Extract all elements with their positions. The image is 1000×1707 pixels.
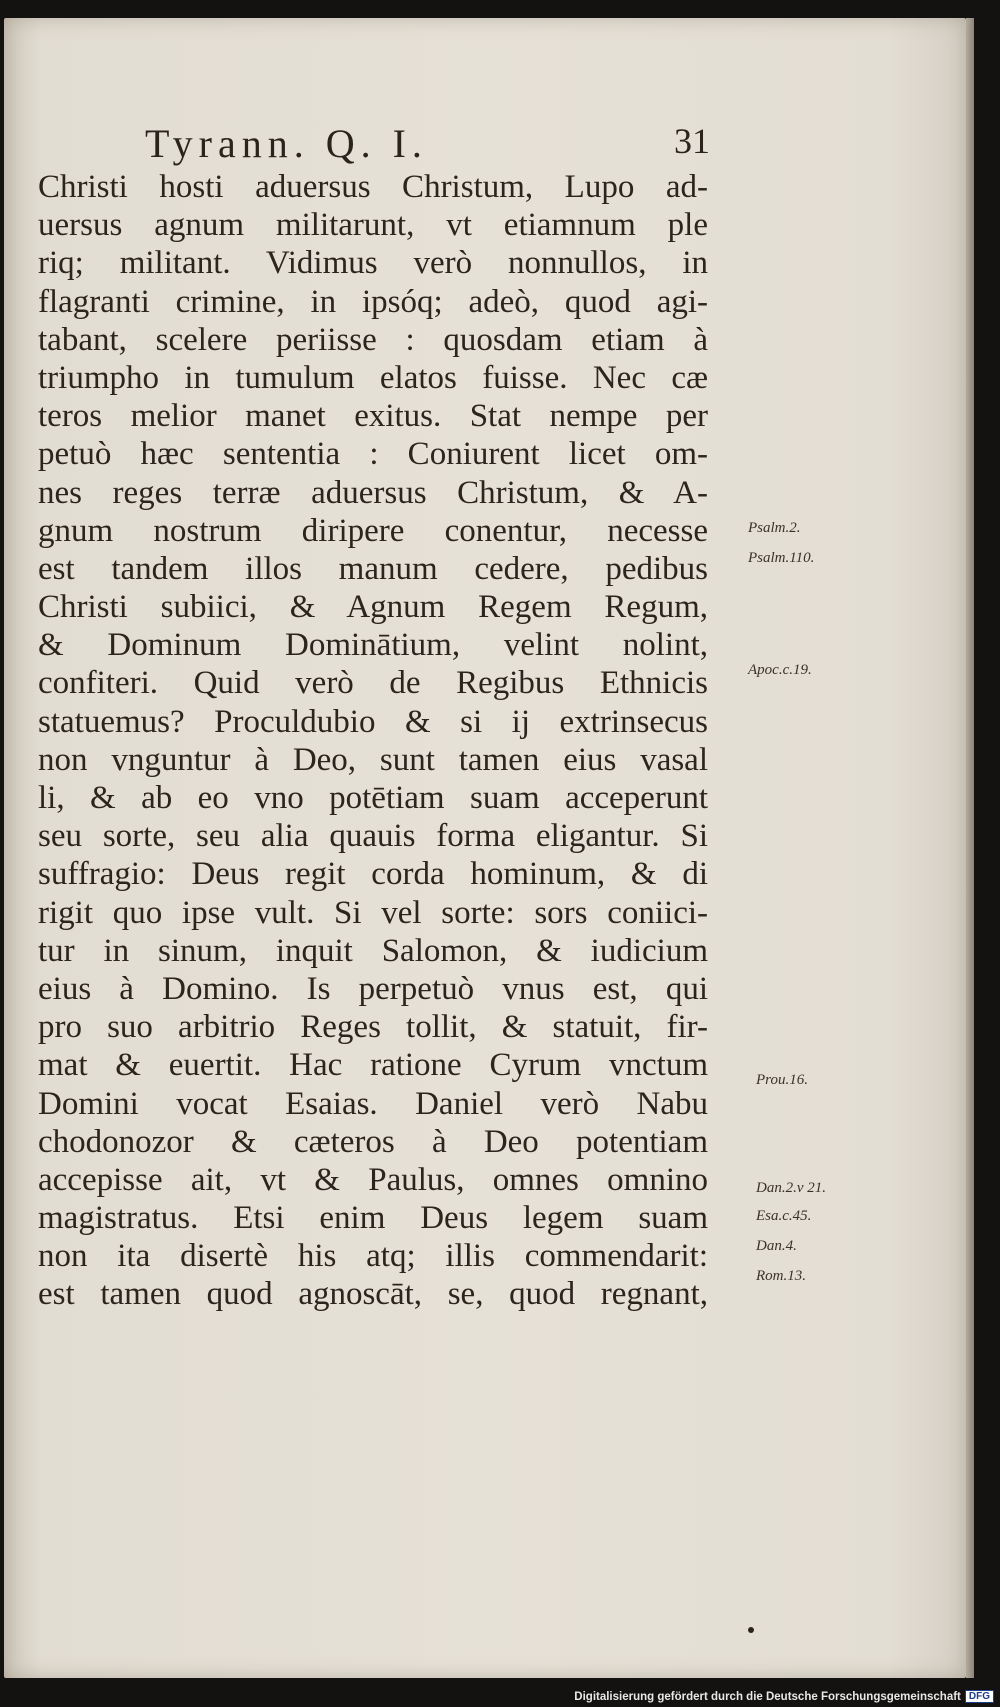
text-line: pro suo arbitrio Reges tollit, & statuit, fir- — [38, 1009, 708, 1046]
page-number: 31 — [674, 121, 710, 161]
margin-note: Esa.c.45. — [756, 1208, 812, 1224]
text-line: Domini vocat Esaias. Daniel verò Nabu — [38, 1085, 708, 1122]
text-line: triumpho in tumulum elatos fuisse. Nec cæ — [38, 359, 708, 396]
text-line: magistratus. Etsi enim Deus legem suam — [38, 1200, 708, 1237]
text-line: & Dominum Dominātium, velint nolint, — [38, 627, 708, 664]
text-line: accepisse ait, vt & Paulus, omnes omnino — [38, 1161, 708, 1198]
text-line: Christi hosti aduersus Christum, Lupo ad- — [38, 169, 708, 205]
margin-note: Psalm.2. — [748, 520, 801, 536]
text-line: non ita disertè his atq; illis commendarit: — [38, 1238, 708, 1275]
text-line: tabant, scelere periisse : quosdam etiam à — [38, 321, 708, 358]
text-line: non vnguntur à Deo, sunt tamen eius vasal — [38, 741, 708, 778]
text-line: riq; militant. Vidimus verò nonnullos, in — [38, 245, 708, 282]
text-line: est tandem illos manum cedere, pedibus — [38, 550, 708, 587]
text-line: flagranti crimine, in ipsóq; adeò, quod agi- — [38, 283, 708, 320]
running-header — [145, 120, 710, 168]
margin-note: Dan.2.v 21. — [756, 1180, 826, 1196]
margin-note: Apoc.c.19. — [748, 662, 812, 678]
digitization-credit — [574, 1690, 994, 1703]
text-line: nes reges terræ aduersus Christum, & A- — [38, 474, 708, 511]
text-line: teros melior manet exitus. Stat nempe per — [38, 398, 708, 435]
margin-note: Prou.16. — [756, 1072, 808, 1088]
text-line: statuemus? Proculdubio & si ij extrinsecus — [38, 703, 708, 740]
text-line: rigit quo ipse vult. Si vel sorte: sors coniici- — [38, 894, 708, 931]
credit-text: Digitalisierung gefördert durch die Deutsche Forschungsgemeinschaft — [574, 1690, 961, 1703]
main-text-block — [38, 168, 826, 1314]
text-line: confiteri. Quid verò de Regibus Ethnicis — [38, 665, 708, 702]
ink-speck — [748, 1627, 754, 1633]
text-line: tur in sinum, inquit Salomon, & iudicium — [38, 932, 708, 969]
margin-note: Psalm.110. — [748, 550, 815, 566]
running-title: Tyrann. Q. I. — [145, 121, 428, 166]
text-line: uersus agnum militarunt, vt etiamnum ple — [38, 207, 708, 244]
dfg-logo-icon: DFG — [965, 1690, 994, 1703]
text-line: petuò hæc sententia : Coniurent licet om- — [38, 436, 708, 473]
margin-note: Rom.13. — [756, 1268, 806, 1284]
text-line: chodonozor & cæteros à Deo potentiam — [38, 1123, 708, 1160]
text-line: Christi subiici, & Agnum Regem Regum, — [38, 589, 708, 626]
text-line: suffragio: Deus regit corda hominum, & di — [38, 856, 708, 893]
text-line: eius à Domino. Is perpetuò vnus est, qui — [38, 970, 708, 1007]
text-line: gnum nostrum diripere conentur, necesse — [38, 512, 708, 549]
text-line: est tamen quod agnoscāt, se, quod regnant, — [38, 1276, 708, 1313]
margin-note: Dan.4. — [756, 1238, 797, 1254]
text-line: seu sorte, seu alia quauis forma eligantur. Si — [38, 818, 708, 855]
text-line: li, & ab eo vno potētiam suam acceperunt — [38, 780, 708, 816]
text-line: mat & euertit. Hac ratione Cyrum vnctum — [38, 1047, 708, 1084]
page-edge — [966, 18, 974, 1678]
